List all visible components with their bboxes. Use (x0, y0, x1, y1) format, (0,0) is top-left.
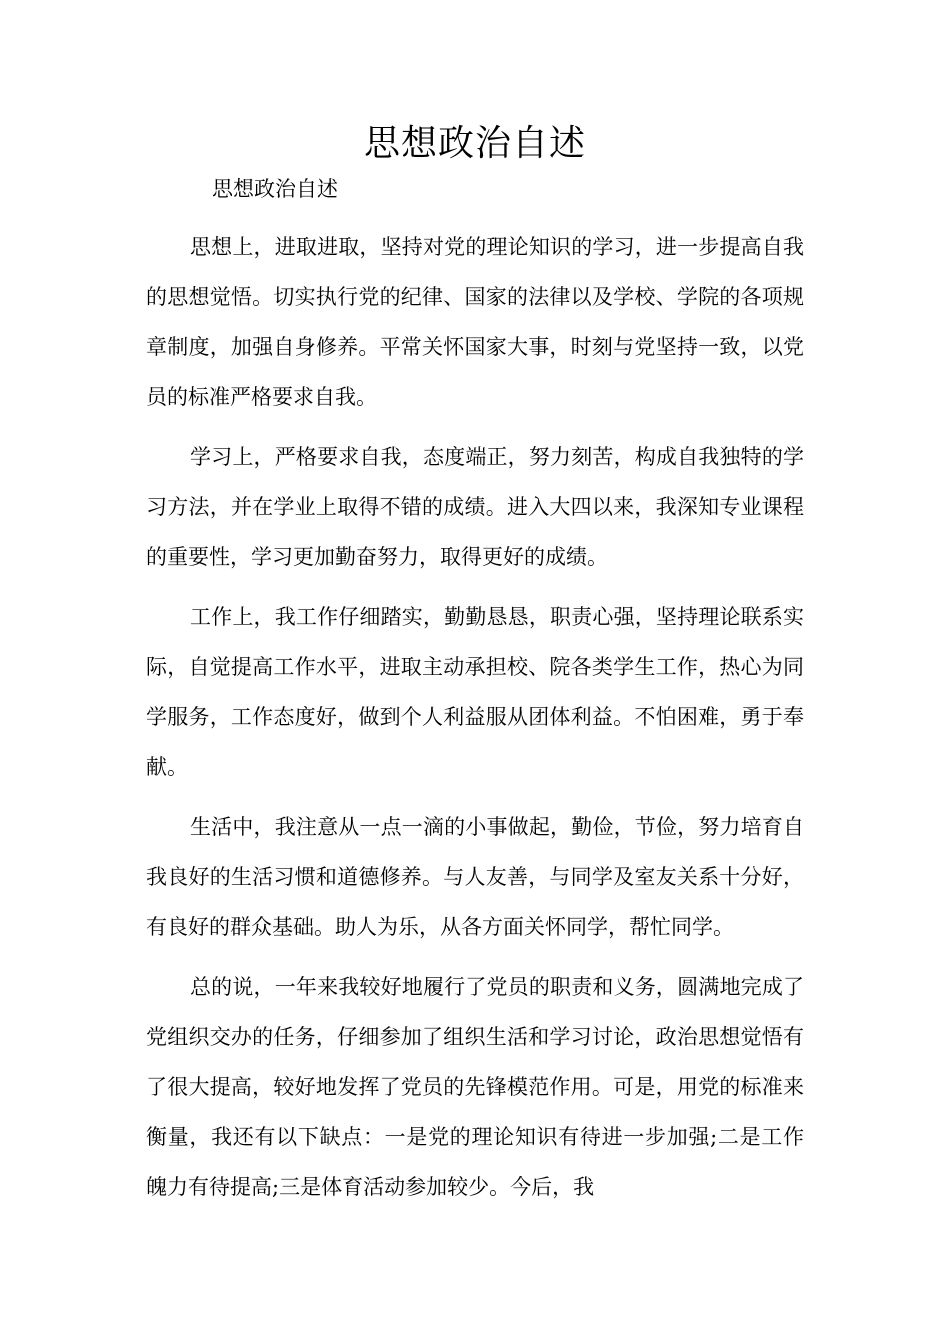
paragraph-study: 学习上，严格要求自我，态度端正，努力刻苦，构成自我独特的学习方法，并在学业上取得不错的成绩。进入大四以来，我深知专业课程的重要性，学习更加勤奋努力，取得更好的成绩。 (146, 445, 804, 569)
document-title: 思想政治自述 (363, 123, 586, 164)
document-page (146, 118, 804, 1212)
document-subtitle: 思想政治自述 (212, 177, 338, 201)
paragraph-life: 生活中，我注意从一点一滴的小事做起，勤俭，节俭，努力培育自我良好的生活习惯和道德修养。与人友善，与同学及室友关系十分好，有良好的群众基础。助人为乐，从各方面关怀同学，帮忙同学。 (146, 815, 804, 939)
paragraph-work: 工作上，我工作仔细踏实，勤勤恳恳，职责心强，坚持理论联系实际，自觉提高工作水平，进取主动承担校、院各类学生工作，热心为同学服务，工作态度好，做到个人利益服从团体利益。不怕困难，勇于奉献。 (146, 605, 804, 779)
paragraph-thought: 思想上，进取进取，坚持对党的理论知识的学习，进一步提高自我的思想觉悟。切实执行党的纪律、国家的法律以及学校、学院的各项规章制度，加强自身修养。平常关怀国家大事，时刻与党坚持一致，以党员的标准严格要求自我。 (146, 235, 804, 409)
paragraph-summary: 总的说，一年来我较好地履行了党员的职责和义务，圆满地完成了党组织交办的任务，仔细参加了组织生活和学习讨论，政治思想觉悟有了很大提高，较好地发挥了党员的先锋模范作用。可是，用党的标准来衡量，我还有以下缺点：一是党的理论知识有待进一步加强;二是工作魄力有待提高;三是体育活动参加较少。今后，我 (146, 975, 804, 1199)
